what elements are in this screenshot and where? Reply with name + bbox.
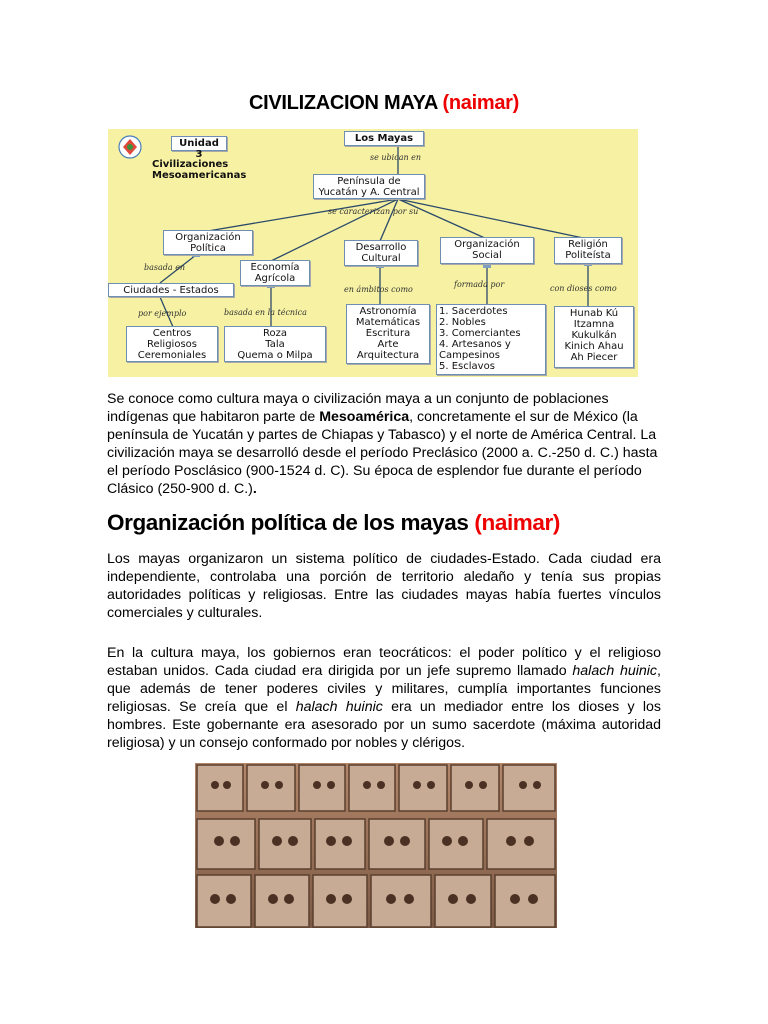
p2-text-b: , que además de tener poderes civiles y militares, cumplía importantes funciones religiosas. Se creía que el bbox=[107, 663, 661, 715]
section-title: Organización política de los mayas bbox=[107, 510, 469, 535]
node-peninsula: Península de Yucatán y A. Central bbox=[313, 174, 425, 199]
intro-bold: Mesoamérica bbox=[319, 409, 410, 425]
page-title bbox=[0, 92, 768, 115]
intro-end: . bbox=[252, 481, 257, 497]
node-roza: Roza Tala Quema o Milpa bbox=[224, 326, 326, 362]
node-desarrollo: Desarrollo Cultural bbox=[344, 240, 418, 266]
label-basada-en: basada en bbox=[144, 263, 186, 272]
node-los-mayas: Los Mayas bbox=[344, 131, 424, 146]
label-se-ubican: se ubican en bbox=[370, 153, 422, 162]
intro-paragraph bbox=[107, 390, 661, 498]
paragraph-theocratic bbox=[107, 644, 661, 752]
intro-text-1: Se conoce como cultura maya o civilización maya a un conjunto de poblaciones indígenas que habitaron parte de bbox=[107, 391, 609, 425]
p2-italic-1: halach huinic bbox=[572, 663, 658, 679]
p2-italic-2: halach huinic bbox=[295, 699, 383, 715]
logo-small-print bbox=[536, 183, 592, 189]
label-basada-tecnica: basada en la técnica bbox=[224, 308, 307, 317]
school-logo-icon bbox=[108, 129, 152, 167]
node-economia: Economía Agrícola bbox=[240, 260, 310, 286]
label-formada-por: formada por bbox=[454, 280, 505, 289]
node-org-politica: Organización Política bbox=[163, 230, 253, 255]
node-social-list: 1. Sacerdotes 2. Nobles 3. Comerciantes 4. Artesanos y Campesinos 5. Esclavos bbox=[436, 304, 546, 375]
label-en-ambitos: en ámbitos como bbox=[344, 285, 413, 294]
node-astronomia: Astronomía Matemáticas Escritura Arte Arquitectura bbox=[346, 304, 430, 364]
p2-text-c: era un mediador entre los dioses y los hombres. Este gobernante era asesorado por un sumo sacerdote (máxima autoridad religiosa) y un consejo conformado por nobles y clérigos. bbox=[107, 699, 661, 751]
section-heading bbox=[107, 510, 560, 536]
label-por-ejemplo: por ejemplo bbox=[138, 309, 187, 318]
p2-text-a: En la cultura maya, los gobiernos eran teocráticos: el poder político y el religioso estaban unidos. Cada ciudad era dirigida por un jefe supremo llamado bbox=[107, 645, 661, 679]
node-centros: Centros Religiosos Ceremoniales bbox=[126, 326, 218, 362]
node-dioses: Hunab Kú Itzamna Kukulkán Kinich Ahau Ah Piecer bbox=[554, 306, 634, 368]
node-org-social: Organización Social bbox=[440, 237, 534, 264]
concept-map-image bbox=[108, 129, 638, 377]
intro-text-2: , concretamente el sur de México (la península de Yucatán y partes de Chiapas y Tabasco) y el norte de América Central. La civilización maya se desarrolló desde el período Preclásico (2000 a. C.-250 d. C.) hasta el período Posclásico (900-1524 d. C). Su época de esplendor fue durante el período Clásico (250-900 d. C.) bbox=[107, 409, 658, 497]
paragraph-political-system: Los mayas organizaron un sistema político de ciudades-Estado. Cada ciudad era independiente, controlaba una porción de territorio aledaño y tenía sus propias autoridades políticas y religiosas. Entre las ciudades mayas había fuertes vínculos comerciales y culturales. bbox=[107, 551, 661, 621]
node-religion: Religión Politeísta bbox=[554, 237, 622, 264]
skull-wall-image bbox=[195, 763, 557, 928]
title-text: CIVILIZACION MAYA bbox=[248, 92, 438, 114]
unidad-label: Unidad 3 bbox=[171, 136, 227, 151]
civilizaciones-label: Civilizaciones Mesoamericanas bbox=[152, 159, 247, 181]
skull-wall-photo bbox=[195, 763, 557, 928]
title-tag: (naimar) bbox=[442, 92, 520, 114]
label-se-caracterizan: se caracterizan por su bbox=[328, 207, 419, 216]
section-tag: (naimar) bbox=[474, 510, 560, 535]
node-ciudades-estados: Ciudades - Estados bbox=[108, 283, 234, 297]
label-con-dioses: con dioses como bbox=[550, 284, 617, 293]
